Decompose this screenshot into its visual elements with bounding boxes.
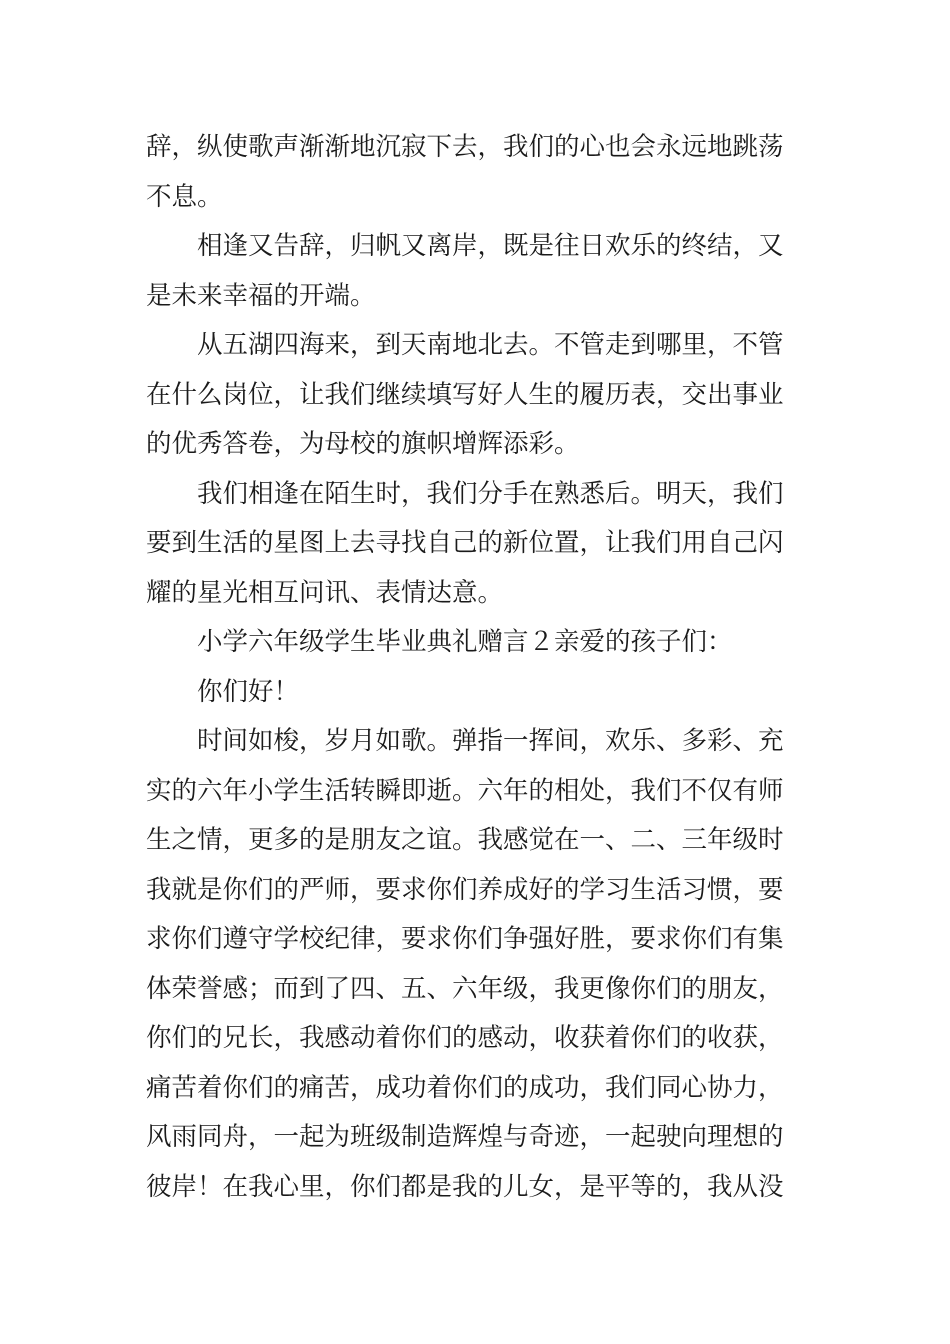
text-line: 辞，纵使歌声渐渐地沉寂下去，我们的心也会永远地跳荡: [146, 132, 784, 162]
text-line: 你们好！: [197, 676, 300, 707]
text-line: 实的六年小学生活转瞬即逝。六年的相处，我们不仅有师: [146, 775, 784, 806]
text-line: 从五湖四海来，到天南地北去。不管走到哪里，不管: [197, 330, 784, 360]
text-line: 我们相逢在陌生时，我们分手在熟悉后。明天，我们: [197, 478, 784, 509]
text-line: 我就是你们的严师，要求你们养成好的学习生活习惯，要: [146, 874, 784, 905]
text-line: 不息。: [146, 181, 223, 212]
paragraph: [146, 222, 806, 321]
section-heading: [146, 618, 806, 668]
text-line: 是未来幸福的开端。: [146, 280, 376, 311]
text-line: 痛苦着你们的痛苦，成功着你们的成功，我们同心协力，: [146, 1072, 784, 1103]
text-line: 相逢又告辞，归帆又离岸，既是往日欢乐的终结，又: [197, 231, 784, 261]
text-line: 求你们遵守学校纪律，要求你们争强好胜，要求你们有集: [146, 924, 784, 954]
paragraph: [146, 321, 806, 470]
paragraph: [146, 123, 806, 222]
text-line: 耀的星光相互问讯、表情达意。: [146, 577, 504, 608]
text-line: 时间如梭，岁月如歌。弹指一挥间，欢乐、多彩、充: [197, 726, 784, 756]
text-line: 体荣誉感；而到了四、五、六年级，我更像你们的朋友，: [146, 973, 784, 1004]
text-line: 彼岸！在我心里，你们都是我的儿女，是平等的，我从没: [146, 1171, 784, 1202]
text-line: 小学六年级学生毕业典礼赠言２亲爱的孩子们：: [197, 627, 733, 657]
text-line: 在什么岗位，让我们继续填写好人生的履历表，交出事业: [146, 379, 784, 410]
paragraph: [146, 717, 806, 1212]
text-line: 的优秀答卷，为母校的旗帜增辉添彩。: [146, 429, 580, 459]
greeting: [146, 668, 806, 718]
text-line: 要到生活的星图上去寻找自己的新位置，让我们用自己闪: [146, 528, 784, 558]
paragraph: [146, 470, 806, 619]
text-line: 生之情，更多的是朋友之谊。我感觉在一、二、三年级时: [146, 825, 784, 855]
text-line: 风雨同舟，一起为班级制造辉煌与奇迹，一起驶向理想的: [146, 1122, 784, 1152]
text-line: 你们的兄长，我感动着你们的感动，收获着你们的收获，: [146, 1023, 784, 1053]
body-text: [146, 123, 806, 1212]
